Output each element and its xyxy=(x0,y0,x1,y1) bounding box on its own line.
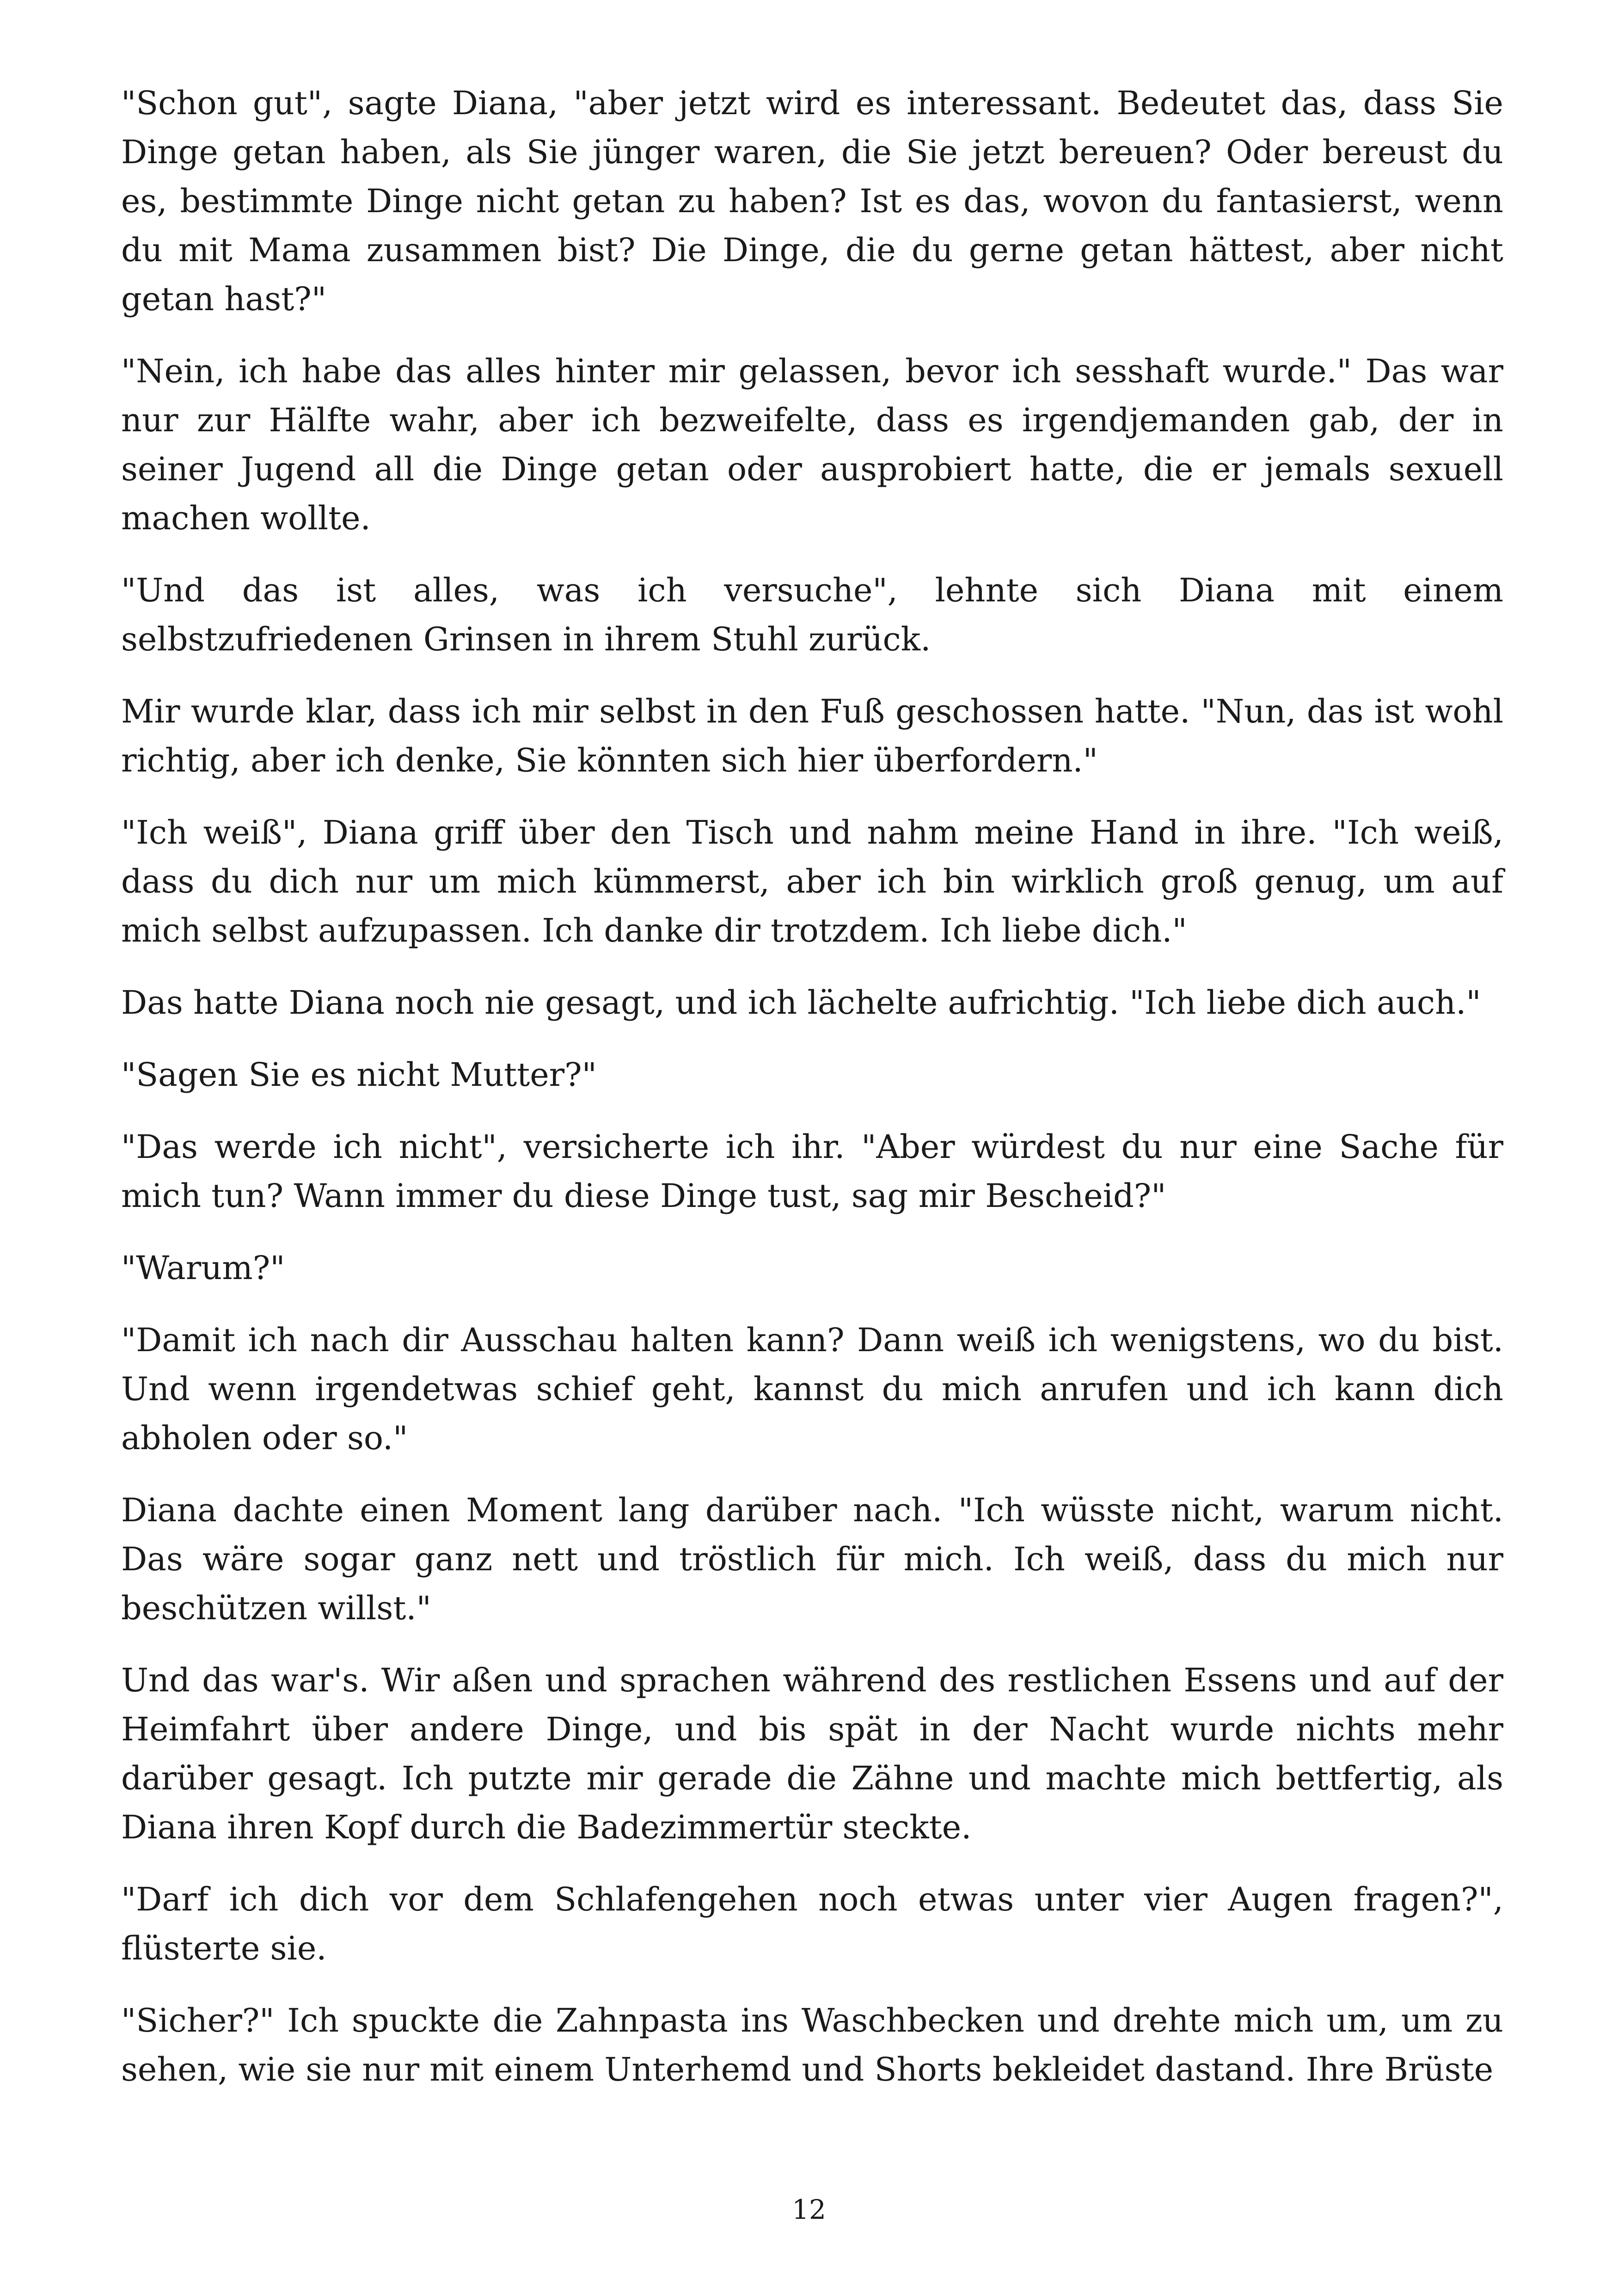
paragraph-6: Das hatte Diana noch nie gesagt, und ich lächelte aufrichtig. "Ich liebe dich auch." xyxy=(121,984,1481,1022)
paragraph-13: "Darf ich dich vor dem Schlafengehen noch etwas unter vier Augen fragen?", flüsterte sie. xyxy=(121,1880,1503,1967)
paragraph-12: Und das war's. Wir aßen und sprachen während des restlichen Essens und auf der Heimfahrt über andere Dinge, und bis spät in der Nacht wurde nichts mehr darüber gesagt. Ich putzte mir gerade die Zähne und machte mich bettfertig, als Diana ihren Kopf durch die Badezimmertür steckte. xyxy=(121,1661,1503,1846)
paragraph-11: Diana dachte einen Moment lang darüber nach. "Ich wüsste nicht, warum nicht. Das wäre sogar ganz nett und tröstlich für mich. Ich weiß, dass du mich nur beschützen willst." xyxy=(121,1491,1503,1627)
paragraph-10: "Damit ich nach dir Ausschau halten kann? Dann weiß ich wenigstens, wo du bist. Und wenn irgendetwas schief geht, kannst du mich anrufen und ich kann dich abholen oder so." xyxy=(121,1321,1503,1457)
paragraph-9: "Warum?" xyxy=(121,1249,285,1287)
paragraph-3: "Und das ist alles, was ich versuche", lehnte sich Diana mit einem selbstzufriedenen Grinsen in ihrem Stuhl zurück. xyxy=(121,571,1503,658)
page-number: 12 xyxy=(792,2194,826,2225)
paragraph-1: "Schon gut", sagte Diana, "aber jetzt wird es interessant. Bedeutet das, dass Sie Dinge getan haben, als Sie jünger waren, die Sie jetzt bereuen? Oder bereust du es, bestimmte Dinge nicht getan zu haben? Ist es das, wovon du fantasierst, wenn du mit Mama zusammen bist? Die Dinge, die du gerne getan hättest, aber nicht getan hast?" xyxy=(121,84,1503,318)
paragraph-8: "Das werde ich nicht", versicherte ich ihr. "Aber würdest du nur eine Sache für mich tun? Wann immer du diese Dinge tust, sag mir Bescheid?" xyxy=(121,1128,1503,1215)
paragraph-14: "Sicher?" Ich spuckte die Zahnpasta ins Waschbecken und drehte mich um, um zu sehen, wie sie nur mit einem Unterhemd und Shorts bekleidet dastand. Ihre Brüste xyxy=(121,2002,1503,2088)
paragraph-7: "Sagen Sie es nicht Mutter?" xyxy=(121,1056,597,1094)
paragraph-2: "Nein, ich habe das alles hinter mir gelassen, bevor ich sesshaft wurde." Das war nur zur Hälfte wahr, aber ich bezweifelte, dass es irgendjemanden gab, der in seiner Jugend all die Dinge getan oder ausprobiert hatte, die er jemals sexuell machen wollte. xyxy=(121,352,1503,537)
paragraph-5: "Ich weiß", Diana griff über den Tisch und nahm meine Hand in ihre. "Ich weiß, dass du dich nur um mich kümmerst, aber ich bin wirklich groß genug, um auf mich selbst aufzupassen. Ich danke dir trotzdem. Ich liebe dich." xyxy=(121,814,1503,949)
body-text xyxy=(121,79,1503,2117)
paragraph-4: Mir wurde klar, dass ich mir selbst in den Fuß geschossen hatte. "Nun, das ist wohl richtig, aber ich denke, Sie könnten sich hier überfordern." xyxy=(121,692,1503,779)
